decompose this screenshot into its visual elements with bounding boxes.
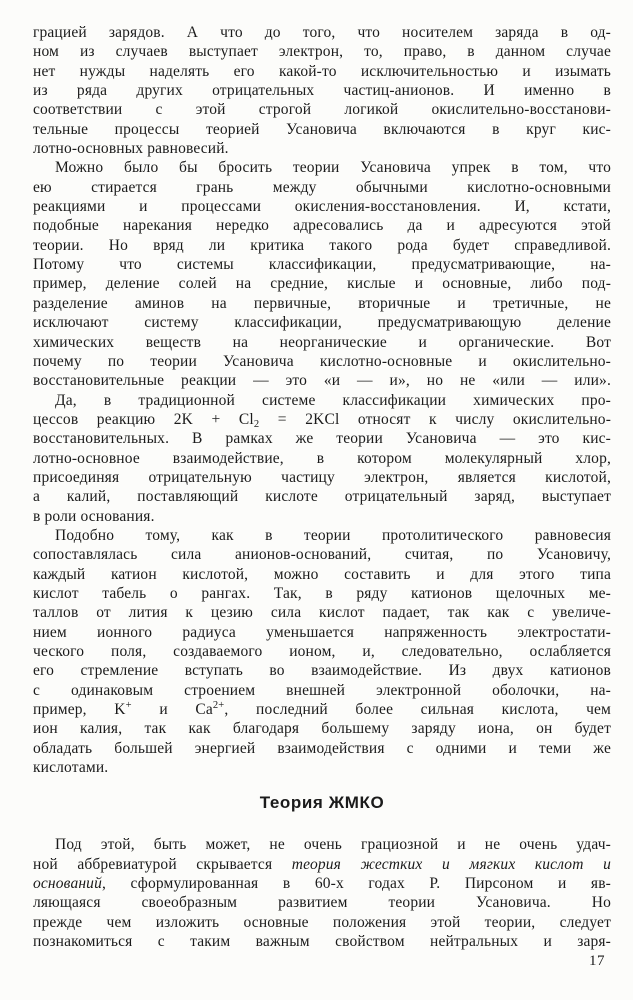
text-line [33, 23, 611, 42]
text-segment: ном из случаев выступает электрон, то, право, в данном случае [33, 43, 611, 61]
text-line [33, 913, 611, 932]
text-segment: с одинаковым строением внешней электронной оболочки, на- [33, 681, 611, 699]
text-line [33, 642, 611, 661]
text-line [33, 391, 611, 410]
text-line [33, 352, 611, 371]
text-line [33, 313, 611, 332]
text-line [33, 603, 611, 622]
text-segment: ляющаяся своеобразным развитием теории Усановича. Но [33, 894, 611, 912]
text-line [33, 236, 611, 255]
text-segment: Потому что системы классификации, предусматривающие, на- [33, 256, 611, 274]
text-line [33, 139, 611, 158]
text-line [33, 449, 611, 468]
text-segment: 2+ [212, 700, 225, 712]
text-segment: нием ионного радиуса уменьшается напряженность электростати- [33, 623, 611, 641]
text-segment: таллов от лития к цезию сила кислот падает, так как с увеличе- [33, 604, 611, 622]
text-segment: Под этой, быть может, не очень грациозной и не очень удач- [55, 836, 611, 854]
text-line [33, 507, 611, 526]
text-line [33, 681, 611, 700]
text-segment: лотно-основное взаимодействие, в котором молекулярный хлор, [33, 449, 611, 467]
text-segment: исключают систему классификации, предусматривающую деление [33, 314, 611, 332]
text-segment: нет нужды наделять его какой-то исключительностью и изымать [33, 62, 611, 80]
text-line [33, 874, 611, 893]
text-line [33, 565, 611, 584]
text-line [33, 371, 611, 390]
text-line [33, 81, 611, 100]
text-line [33, 700, 611, 719]
text-segment: разделение аминов на первичные, вторичные и третичные, не [33, 294, 611, 312]
text-segment: присоединяя отрицательную частицу электрон, является кислотой, [33, 468, 611, 486]
paragraph [33, 526, 611, 777]
text-segment: в роли основания. [33, 507, 155, 525]
text-line [33, 120, 611, 139]
text-segment: лотно-основных равновесий. [33, 140, 229, 158]
text-line [33, 661, 611, 680]
text-line [33, 893, 611, 912]
text-segment: соответствии с этой строгой логикой окислительно-восстанови- [33, 101, 611, 119]
text-segment: + [125, 700, 132, 712]
paragraph [33, 391, 611, 526]
text-line [33, 158, 611, 177]
text-segment: химических веществ на неорганические и органические. Вот [33, 333, 611, 351]
text-segment: Подобно тому, как в теории протолитического равновесия [55, 526, 611, 544]
text-line [33, 487, 611, 506]
italic-text: оснований [33, 875, 102, 893]
text-line [33, 294, 611, 313]
text-segment: , последний более сильная кислота, чем [224, 701, 612, 719]
text-line [33, 333, 611, 352]
paragraph [33, 158, 611, 390]
text-segment: теории. Но вряд ли критика такого рода будет справедливой. [33, 236, 611, 254]
text-segment: обладать большей энергией взаимодействия с одними и теми же [33, 739, 611, 757]
text-segment: реакциями и процессами окисления-восстановления. И, кстати, [33, 198, 611, 216]
text-segment: восстановительные реакции — это «и — и», но не «или — или». [33, 372, 611, 390]
text-segment: , сформулированная в 60-х годах Р. Пирсоном и яв- [101, 875, 611, 893]
text-line [33, 274, 611, 293]
text-segment: Да, в традиционной системе классификации химических про- [55, 391, 611, 409]
text-segment: кислот табель о рангах. Так, в ряду катионов щелочных ме- [33, 584, 611, 602]
text-line [33, 42, 611, 61]
text-segment: ею стирается грань между обычными кислотно-основными [33, 178, 611, 196]
text-line [33, 410, 611, 429]
text-segment: кислотами. [33, 759, 109, 777]
paragraph [33, 23, 611, 158]
italic-text: теория жестких и мягких кислот и [291, 855, 611, 873]
text-segment: = 2KCl относят к числу окислительно- [259, 410, 612, 428]
text-line [33, 178, 611, 197]
text-line [33, 255, 611, 274]
text-line [33, 526, 611, 545]
text-segment: его стремление вступать во взаимодействие. Из двух катионов [33, 662, 611, 680]
text-segment: ческого поля, создаваемого ионом, и, следовательно, ослабляется [33, 643, 611, 660]
paragraph [33, 835, 611, 951]
text-segment: тельные процессы теорией Усановича включаются в круг кис- [33, 120, 611, 138]
text-segment: из ряда других отрицательных частиц-анионов. И именно в [33, 82, 611, 100]
text-segment: восстановительных. В рамках же теории Усановича — это кис- [33, 430, 611, 448]
text-line [33, 739, 611, 758]
text-segment: подобные нарекания нередко адресовались да и адресуются этой [33, 217, 611, 235]
text-line [33, 197, 611, 216]
text-segment: цессов реакцию 2K + Cl [33, 410, 254, 428]
text-line [33, 216, 611, 235]
text-line [33, 429, 611, 448]
text-segment: грацией зарядов. А что до того, что носителем заряда в од- [33, 24, 611, 41]
text-line [33, 584, 611, 603]
text-segment: каждый катион кислотой, можно составить и для этого типа [33, 565, 611, 583]
section-heading: Теория ЖМКО [259, 793, 385, 813]
text-line [33, 932, 611, 951]
text-segment: ион калия, так как благодаря большему заряду иона, он будет [33, 720, 611, 738]
text-segment: 2 [253, 418, 260, 430]
text-segment: а калий, поставляющий кислоте отрицательный заряд, выступает [33, 488, 611, 506]
text-segment: пример, K [33, 701, 126, 719]
text-line [33, 545, 611, 564]
text-line [33, 758, 611, 777]
text-line [33, 855, 611, 874]
text-segment: познакомиться с таким важным свойством нейтральных и заря- [33, 933, 611, 951]
text-line [33, 468, 611, 487]
text-line [33, 623, 611, 642]
text-line [33, 100, 611, 119]
text-line [33, 835, 611, 854]
text-segment: Можно было бы бросить теории Усановича упрек в том, что [55, 159, 611, 177]
text-line [33, 62, 611, 81]
text-segment: сопоставлялась сила анионов-оснований, считая, по Усановичу, [33, 546, 611, 564]
text-segment: прежде чем изложить основные положения этой теории, следует [33, 913, 611, 931]
text-block [33, 23, 611, 951]
text-segment: почему по теории Усановича кислотно-основные и окислительно- [33, 352, 611, 370]
text-segment: и Ca [131, 701, 213, 719]
page-number: 17 [589, 953, 605, 969]
text-line [33, 719, 611, 738]
text-segment: ной аббревиатурой скрывается [33, 855, 292, 873]
text-segment: пример, деление солей на средние, кислые и основные, либо под- [33, 275, 611, 293]
